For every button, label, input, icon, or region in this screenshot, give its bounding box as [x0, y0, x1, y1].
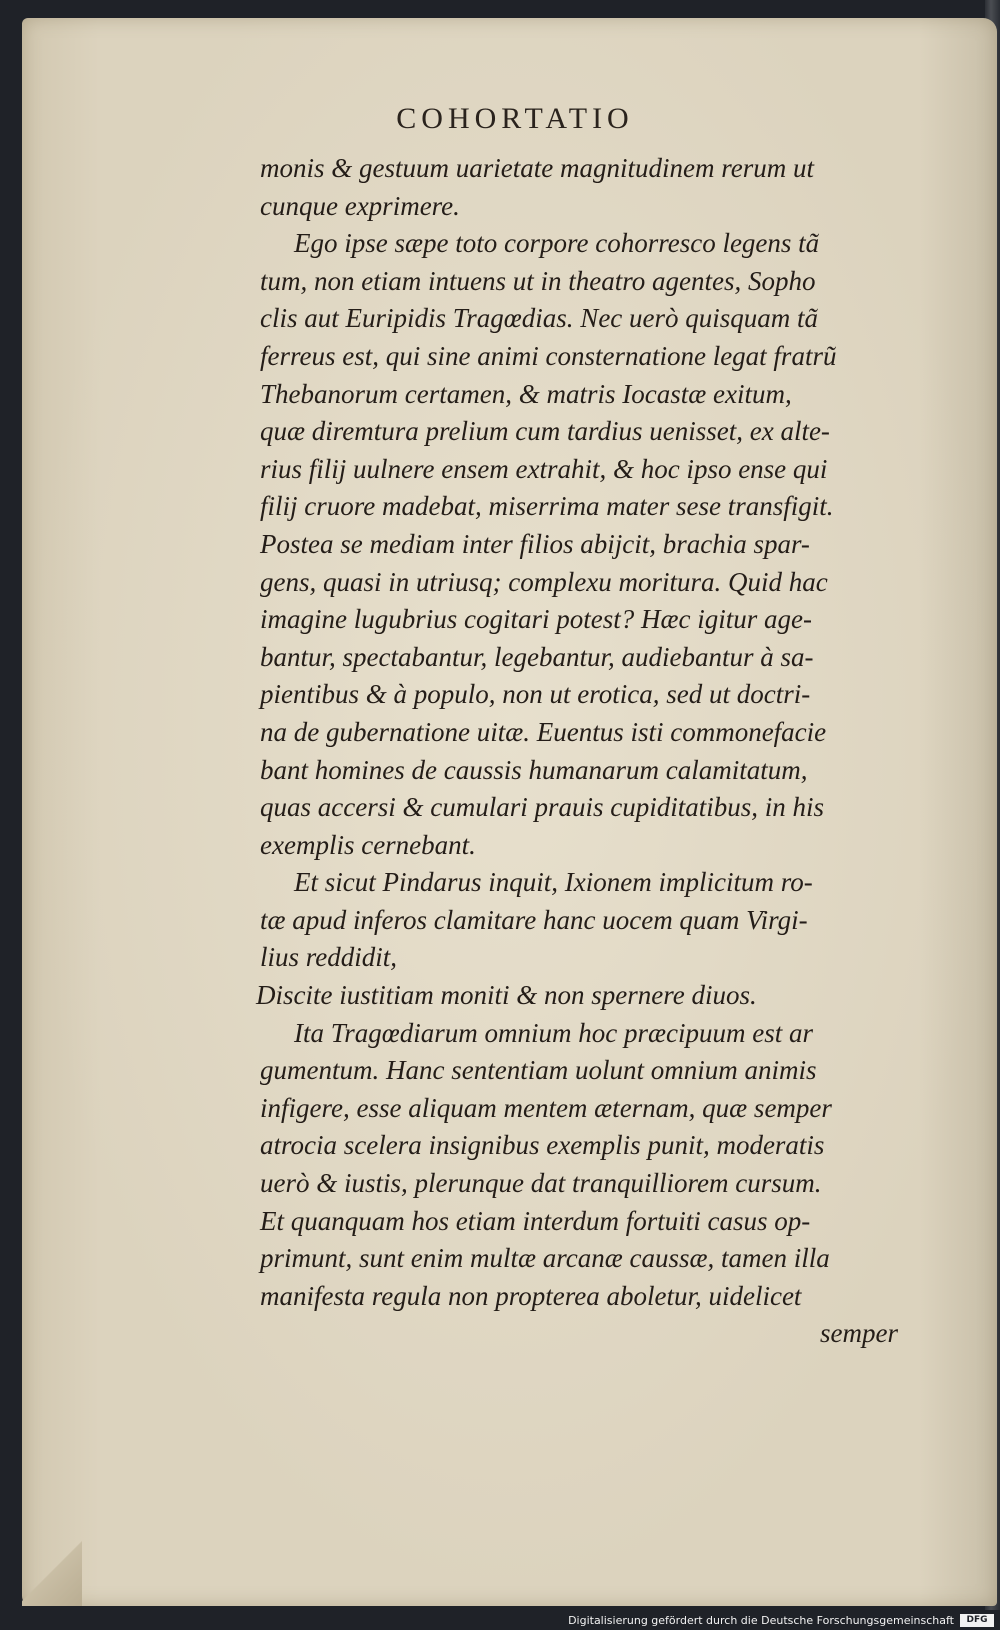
- text-line: uerò & iustis, plerunque dat tranquilliorem cursum.: [260, 1168, 822, 1199]
- text-line: na de gubernatione uitæ. Euentus isti commonefacie: [260, 716, 827, 747]
- text-line: atrocia scelera insignibus exemplis punit, moderatis: [260, 1130, 825, 1161]
- text-line: exemplis cernebant.: [260, 829, 476, 860]
- footer-bar: [0, 1610, 1000, 1630]
- text-line: imagine lugubrius cogitari potest? Hæc igitur age-: [260, 604, 812, 635]
- text-line: filij cruore madebat, miserrima mater sese transfigit.: [260, 491, 834, 522]
- running-title: COHORTATIO: [396, 102, 634, 135]
- text-line: Et sicut Pindarus inquit, Ixionem implicitum ro-: [294, 867, 813, 898]
- text-line: manifesta regula non propterea aboletur, uidelicet: [260, 1280, 802, 1311]
- text-line: gens, quasi in utriusq; complexu moritura. Quid hac: [260, 566, 828, 597]
- text-line: quæ diremtura prelium cum tardius uenisset, ex alte-: [260, 416, 830, 447]
- catchword: semper: [820, 1318, 898, 1349]
- text-line: Et quanquam hos etiam interdum fortuiti casus op-: [260, 1205, 811, 1236]
- text-line: primunt, sunt enim multæ arcanæ caussæ, tamen illa: [260, 1243, 830, 1274]
- page-corner-fold: [22, 1520, 82, 1606]
- funding-credit: Digitalisierung gefördert durch die Deutsche Forschungsgemeinschaft: [568, 1614, 954, 1627]
- text-line: tum, non etiam intuens ut in theatro agentes, Sopho: [260, 265, 816, 296]
- text-line: Thebanorum certamen, & matris Iocastæ exitum,: [260, 378, 792, 409]
- text-line: bantur, spectabantur, legebantur, audiebantur à sa-: [260, 641, 814, 672]
- text-line: bant homines de caussis humanarum calamitatum,: [260, 754, 808, 785]
- text-line: Ita Tragœdiarum omnium hoc præcipuum est ar: [294, 1017, 814, 1048]
- text-line: Postea se mediam inter filios abijcit, brachia spar-: [260, 528, 810, 559]
- text-line: gumentum. Hanc sententiam uolunt omnium animis: [260, 1055, 817, 1086]
- text-line: cunque exprimere.: [260, 190, 460, 221]
- text-line: tæ apud inferos clamitare hanc uocem quam Virgi-: [260, 904, 808, 935]
- body-text: [256, 150, 900, 1353]
- text-line: infigere, esse aliquam mentem æternam, quæ semper: [260, 1092, 832, 1123]
- text-line: ferreus est, qui sine animi consternatione legat fratrũ: [260, 340, 837, 371]
- dfg-logo-icon: DFG: [960, 1614, 994, 1627]
- text-line: monis & gestuum uarietate magnitudinem rerum ut: [260, 153, 814, 183]
- text-line: quas accersi & cumulari prauis cupiditatibus, in his: [260, 792, 824, 823]
- text-line: Ego ipse sæpe toto corpore cohorresco legens tã: [294, 228, 820, 259]
- text-line: clis aut Euripidis Tragœdias. Nec uerò quisquam tã: [260, 303, 819, 334]
- text-line: pientibus & à populo, non ut erotica, sed ut doctri-: [260, 679, 811, 710]
- text-line: rius filij uulnere ensem extrahit, & hoc ipso ense qui: [260, 453, 828, 484]
- verse-line: Discite iustitiam moniti & non spernere diuos.: [256, 980, 757, 1011]
- text-line: lius reddidit,: [260, 942, 398, 973]
